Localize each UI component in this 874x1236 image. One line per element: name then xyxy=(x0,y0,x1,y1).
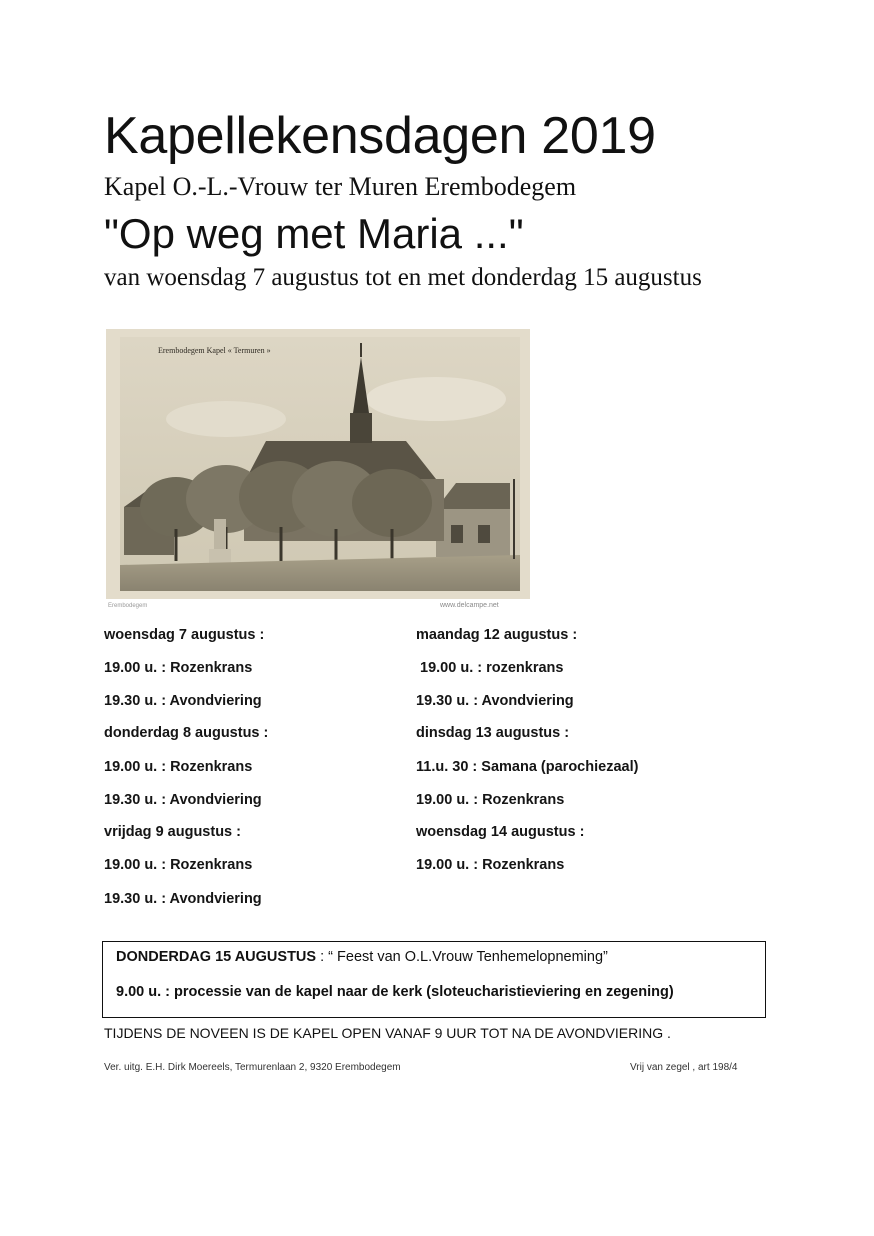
feast-notice-procession: 9.00 u. : processie van de kapel naar de kerk (sloteucharistieviering en zegening) xyxy=(116,984,674,1000)
feast-notice-title xyxy=(116,949,608,965)
schedule-item: 11.u. 30 : Samana (parochiezaal) xyxy=(416,759,639,775)
schedule-item: 19.30 u. : Avondviering xyxy=(104,792,262,808)
chapel-name: Kapel O.-L.-Vrouw ter Muren Erembodegem xyxy=(104,172,577,201)
chapel-postcard-photo xyxy=(106,329,530,610)
publisher-line: Ver. uitg. E.H. Dirk Moereels, Termurenlaan 2, 9320 Erembodegem xyxy=(104,1062,401,1073)
photo-watermark: www.delcampe.net xyxy=(440,602,499,609)
schedule-day-heading: dinsdag 13 augustus : xyxy=(416,725,570,741)
schedule-item: 19.00 u. : Rozenkrans xyxy=(104,759,253,775)
date-range: van woensdag 7 augustus tot en met donderdag 15 augustus xyxy=(104,264,702,291)
schedule-item: 19.00 u. : Rozenkrans xyxy=(416,857,565,873)
schedule-day-heading: woensdag 7 augustus : xyxy=(104,627,265,643)
schedule-day-heading: woensdag 14 augustus : xyxy=(416,824,585,840)
feast-notice-date: DONDERDAG 15 AUGUSTUS xyxy=(116,949,317,965)
schedule-item: 19.30 u. : Avondviering xyxy=(104,693,262,709)
schedule-day-heading: donderdag 8 augustus : xyxy=(104,725,269,741)
poster-title: Kapellekensdagen 2019 xyxy=(104,107,656,165)
motto: "Op weg met Maria ..." xyxy=(104,210,524,257)
feast-notice-name: : “ Feest van O.L.Vrouw Tenhemelopneming” xyxy=(316,949,608,965)
stamp-exemption: Vrij van zegel , art 198/4 xyxy=(630,1062,738,1073)
schedule-item: 19.00 u. : Rozenkrans xyxy=(104,660,253,676)
schedule-item: 19.00 u. : rozenkrans xyxy=(416,660,564,676)
opening-hours-note: TIJDENS DE NOVEEN IS DE KAPEL OPEN VANAF 9 UUR TOT NA DE AVONDVIERING . xyxy=(104,1025,671,1041)
photo-caption: Erembodegem Kapel « Termuren » xyxy=(158,346,271,355)
schedule-item: 19.00 u. : Rozenkrans xyxy=(416,792,565,808)
schedule-item: 19.00 u. : Rozenkrans xyxy=(104,857,253,873)
schedule-item: 19.30 u. : Avondviering xyxy=(104,891,262,907)
schedule-day-heading: vrijdag 9 augustus : xyxy=(104,824,241,840)
schedule-item: 19.30 u. : Avondviering xyxy=(416,693,574,709)
schedule-day-heading: maandag 12 augustus : xyxy=(416,627,578,643)
photo-corner-text: Erembodegem xyxy=(108,603,148,609)
